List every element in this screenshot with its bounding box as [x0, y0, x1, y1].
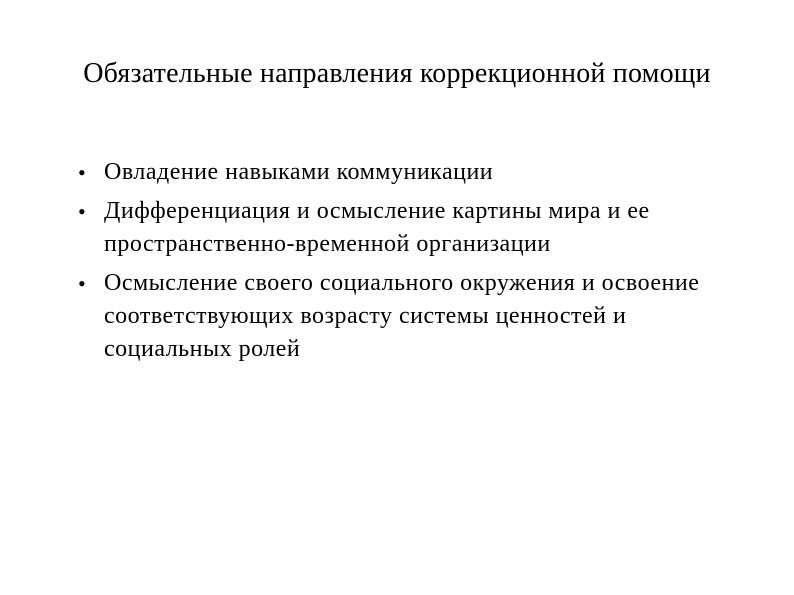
bullet-item [78, 267, 718, 366]
bullet-text: Овладение навыками коммуникации [104, 159, 494, 185]
slide-title: Обязательные направления коррекционной помощи [83, 58, 711, 89]
bullet-text: Осмысление своего социального окружения и освоение соответствующих возрасту системы ценностей и социальных ролей [104, 270, 700, 362]
bullet-list [78, 156, 718, 372]
bullet-text: Дифференциация и осмысление картины мира и ее пространственно-временной организации [104, 198, 650, 257]
bullet-icon: • [78, 160, 87, 185]
bullet-icon: • [78, 271, 87, 296]
bullet-item [78, 195, 718, 261]
bullet-icon: • [78, 199, 87, 224]
bullet-item [78, 156, 718, 189]
